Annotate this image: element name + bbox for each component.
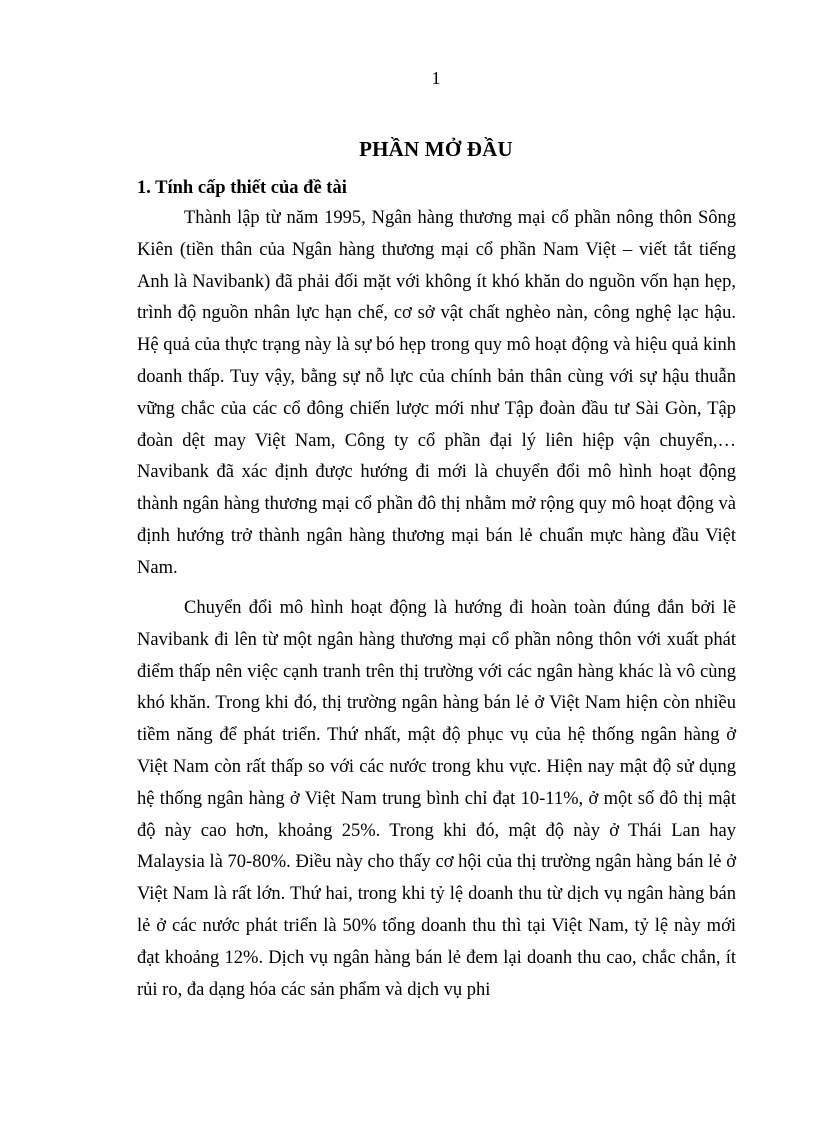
page-number: 1 xyxy=(431,68,441,88)
body-paragraph: Thành lập từ năm 1995, Ngân hàng thương mại cổ phần nông thôn Sông Kiên (tiền thân của Ngân hàng thương mại cổ phần Nam Việt – viết tắt tiếng Anh là Navibank) đã phải đối mặt với không ít khó khăn do nguồn vốn hạn hẹp, trình độ nguồn nhân lực hạn chế, cơ sở vật chất nghèo nàn, công nghệ lạc hậu. Hệ quả của thực trạng này là sự bó hẹp trong quy mô hoạt động và hiệu quả kinh doanh thấp. Tuy vậy, bằng sự nỗ lực của chính bản thân cùng với sự hậu thuẫn vững chắc của các cổ đông chiến lược mới như Tập đoàn đầu tư Sài Gòn, Tập đoàn dệt may Việt Nam, Công ty cổ phần đại lý liên hiệp vận chuyển,… Navibank đã xác định được hướng đi mới là chuyển đổi mô hình hoạt động thành ngân hàng thương mại cổ phần đô thị nhằm mở rộng quy mô hoạt động và định hướng trở thành ngân hàng thương mại bán lẻ chuẩn mực hàng đầu Việt Nam. xyxy=(137,208,736,578)
page-heading: PHẦN MỞ ĐẦU xyxy=(359,137,513,161)
section-title: 1. Tính cấp thiết của đề tài xyxy=(137,178,347,198)
body-paragraph: Chuyển đổi mô hình hoạt động là hướng đi hoàn toàn đúng đắn bởi lẽ Navibank đi lên từ một ngân hàng thương mại cổ phần nông thôn với xuất phát điểm thấp nên việc cạnh tranh trên thị trường với các ngân hàng khác là vô cùng khó khăn. Trong khi đó, thị trường ngân hàng bán lẻ ở Việt Nam hiện còn nhiều tiềm năng để phát triển. Thứ nhất, mật độ phục vụ của hệ thống ngân hàng ở Việt Nam còn rất thấp so với các nước trong khu vực. Hiện nay mật độ sử dụng hệ thống ngân hàng ở Việt Nam trung bình chỉ đạt 10-11%, ở một số đô thị mật độ này cao hơn, khoảng 25%. Trong khi đó, mật độ này ở Thái Lan hay Malaysia là 70-80%. Điều này cho thấy cơ hội của thị trường ngân hàng bán lẻ ở Việt Nam là rất lớn. Thứ hai, trong khi tỷ lệ doanh thu từ dịch vụ ngân hàng bán lẻ ở các nước phát triển là 50% tổng doanh thu thì tại Việt Nam, tỷ lệ này mới đạt khoảng 12%. Dịch vụ ngân hàng bán lẻ đem lại doanh thu cao, chắc chắn, ít rủi ro, đa dạng hóa các sản phẩm và dịch vụ phi xyxy=(137,598,736,1000)
